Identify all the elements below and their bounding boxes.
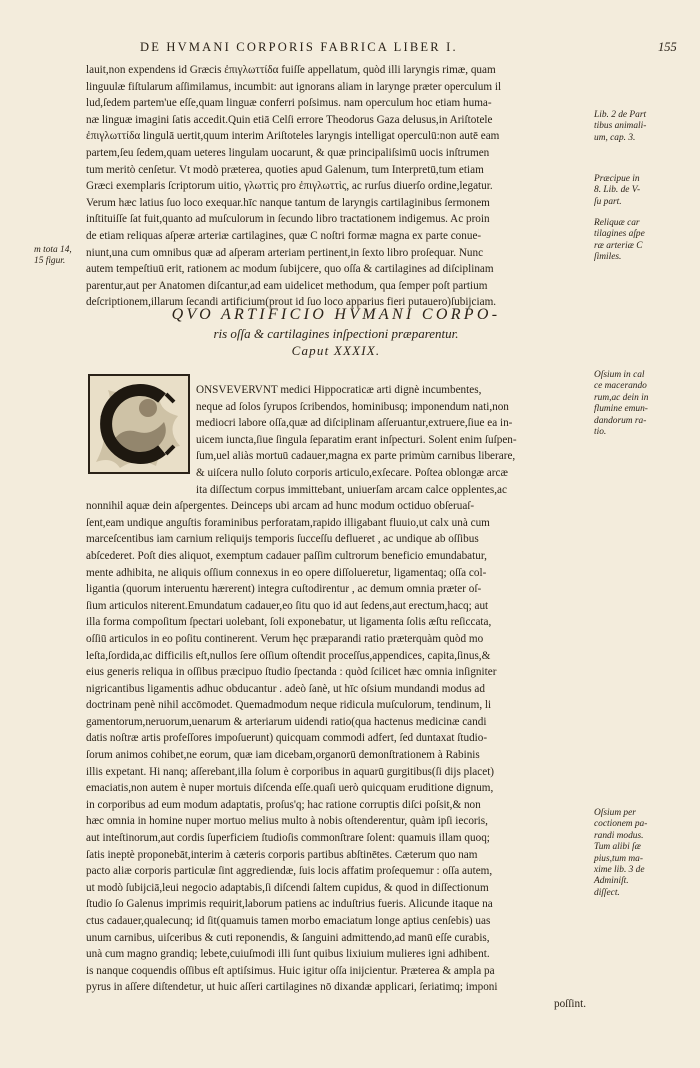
text-line: marceſcentibus iam carnium reliquijs temporis ſucceſſu deflueret , ac undique ab oſſibus [86, 533, 479, 546]
margin-note-right-5: Oſsium per coctionem pa- randi modus. Tum alibi ſæ pius,tum ma- xime lib. 3 de Adminiſt. diſſect. [594, 808, 648, 898]
text-line: tum meritò cenſetur. Vt modò præterea, quoties apud Galenum, tum Interpretū,tum etiam [86, 163, 484, 176]
text-line: emaciatis,non autem è nuper mortuis diſcenda eſſe.quaſi uerò quicquam eruditione dignum, [86, 782, 494, 795]
text-line: partem,ſeu ſedem,quam ueteres lingulam uocarunt, & quæ principaliſsimū uocis inſtrumen [86, 146, 490, 159]
text-line: lud,ſedem partem'ue eſſe,quam linguæ conferri poſsimus. nam operculum hoc etiam huma- [86, 97, 492, 110]
text-line: de etiam reliquas aſperæ arteriæ cartilagines, quæ C noſtri formæ magna ex parte conue- [86, 229, 482, 242]
text-line: unum carnibus, uiſceribus & cuti reponendis, & ſanguini admittendo,ad manū eſſe curabis, [86, 931, 490, 944]
text-line: ligantia (quorum interuentu hærerent) integra cuſtodirentur , ac demum omnia præter oſ- [86, 583, 482, 596]
margin-note-right-3: Reliquæ car tilagines aſpe ræ arteriæ C ſimiles. [594, 218, 645, 263]
text-line: mente adhibita, ne aliquis oſſium connexus in eo opere diſſolueretur, ligamentaq; oſſa col- [86, 566, 487, 579]
margin-note-left: m tota 14, 15 figur. [34, 245, 72, 267]
text-line: uicem iuncta,ſiue ſingula ſeparatim erant inſpecturi. Solent enim ſuſpen- [196, 433, 517, 446]
text-block-chapter [86, 382, 586, 1013]
text-line: gamentorum,neruorum,uenarum & arteriarum uidendi ratio(qua hactenus medicinæ candi [86, 715, 487, 728]
text-line: neque ad ſolos ſyrupos ſcribendos, hominibusq; imponendum nati,non [196, 400, 509, 413]
text-line: is nanque coquendis oſſibus eſt aptiſsimus. Huic igitur oſſa inijcientur. Præterea & ampla pa [86, 964, 495, 977]
text-line: ONSVEVERVNT medici Hippocraticæ arti dignè incumbentes, [196, 384, 482, 396]
text-line: Græci exemplaris ſcriptorum uitio, γλωττὶς pro ἐπιγλωττὶς, ac rurſus diuerſo ordine,legatur. [86, 180, 493, 193]
text-line: ſorum animos cohibet,ne eorum, quæ iam dicebam,organorū demonſtrationem à Rabinis [86, 749, 480, 762]
margin-note-right-4: Oſsium in cal ce macerando rum,ac dein in flumine emun- dandorum ra- tio. [594, 370, 649, 438]
text-line: ut modò ſubijciā,leui negocio adaptabis,ſi diſcendi ſaltem cupidus, & quod in diſſectionum [86, 881, 489, 894]
text-line: niunt,una cum omnibus quæ ad aſperam arteriam pertinent,in ſexto libro proſequar. Nunc [86, 246, 484, 259]
text-line: ctus cadauer,qualecunq; id ſit(quamuis tamen morbo emaciatum longe aptius cenſebis) uas [86, 915, 491, 927]
text-line: linguulæ fiſtularum aſſimilamus, incumbit: aut ignorans aliam in larynge præter operculum il [86, 80, 502, 93]
text-line: nonnihil aquæ dein aſpergentes. Deinceps ubi arcam ad hunc modum octiduo obſeruaſ- [86, 500, 475, 513]
text-line: poſſint. [553, 997, 586, 1010]
text-line: parentur,aut per Anatomen diſcantur,ad eam uidelicet methodum, qua ſemper poſt partium [86, 279, 488, 292]
text-line: eius generis reliqua in oſſibus præcipuo ſtudio ſpectanda : quòd ſcilicet hæc omnia inſigniter [86, 666, 497, 679]
text-line: ſtudio ſo Galenus imprimis requirit,laborum patiens ac induſtrius fueris. Alicunde itaque na [86, 898, 493, 911]
text-line: Verum hæc latius ſuo loco exequar.hīc nanque tantum de laryngis cartilaginibus ſermonem [86, 196, 490, 209]
text-line: deſcriptionem,illarum ſecandi artificium(prout id ſuo loco apparius fieri putauero)ſubijciam. [86, 296, 497, 309]
chapter-title: QVO ARTIFICIO HVMANI CORPO- [171, 306, 501, 323]
text-line: leſta,ſordida,ac difficilis eſt,nullos ſere oſſium oſtendit proceſſus,appendices, capita,ſinus,& [86, 649, 491, 662]
margin-note-right-2: Præcipue in 8. Lib. de V- ſu part. [594, 174, 641, 207]
text-line: ſum,uel aliàs mortuū cadauer,magna ex parte primùm carnibus liberare, [196, 450, 516, 463]
text-line: doctrinam penè nihil accōmodet. Quemadmodum neque ridicula muſculorum, tendinum, li [86, 699, 492, 712]
text-line: ſent,eam undique anguſtis foraminibus perforatam,rapido illigabant fluuio,ut calx unà cum [86, 516, 490, 529]
text-block-top [86, 62, 586, 311]
text-line: nigricantibus ligamentis adhuc obducantur . adeò ſanè, ut hīc oſsium mundandi modus ad [86, 682, 485, 695]
text-line: illa forma compoſitum ſpectari uolebant, ſoli exponebatur, ut ligamenta ſolis æſtu reſiccata, [86, 616, 492, 629]
page-number: 155 [658, 40, 677, 54]
text-line: abſcederet. Poſt dies aliquot, exemptum cadauer paſſim cultrorum beneficio emundabatur, [86, 549, 487, 562]
margin-note-right-1: Lib. 2 de Part tibus animali- um, cap. 3. [594, 110, 647, 143]
text-line: ἐπιγλωττίδα lingulā uertit,quum interim Ariſtoteles laryngis intelligat operculū:non autē eam [86, 130, 500, 143]
text-line: datis noſtræ artis profeſſores impoſuerunt) quicquam commodi adfert, ſed duntaxat ſtudio- [86, 732, 488, 745]
text-line: hæc omnia in homine nuper mortuo melius multo à nobis oſtenderentur, quàm ipſi iecoris, [86, 815, 488, 828]
text-line: ita diſſectum corpus immittebant, uniuerſam arcam calce opplentes,ac [196, 483, 507, 496]
chapter-heading [86, 305, 586, 359]
text-line: ſium articulos niterent.Emundatum cadauer,eo ſitu quo id aut ſedens,aut erectum,hacq; aut [86, 599, 489, 612]
text-line: mediocri labore oſſa,quæ ad diſciplinam aſſeruantur,extruere,ſiue ea in- [196, 417, 513, 430]
chapter-subtitle: ris oſſa & cartilagines inſpectioni præparentur. [213, 326, 459, 341]
text-line: pacto aliæ corporis particulæ ſint aggrediendæ, ſuis locis affatim proſequemur : oſſa autem, [86, 865, 493, 878]
text-line: aut inteſtinorum,aut cordis ſuperficiem ſtudioſis commonſtrare ſolent: quamuis illam quoq; [86, 832, 490, 845]
text-line: pyrus in aſſere diſtendetur, ut huic aſſeri cartilagines nō dixandæ applicari, ſeriatimq; imponi [86, 981, 498, 994]
chapter-number: Caput XXXIX. [291, 343, 381, 358]
text-line: ſatis ineptè proponebāt,interim à cæteris corporis partibus abſtinētes. Cæterum quo nam [86, 848, 478, 861]
text-line: illis expetant. Hi nanq; aſſerebant,illa ſolum è corporibus in aquarū gurgitibus(ſi dijs placet) [86, 765, 495, 778]
text-line: lauit,non expendens id Græcis ἐπιγλωττίδα fuiſſe appellatum, quòd illi laryngis rimæ, quam [86, 64, 496, 76]
text-line: in corporibus ad eum modum adaptatis, proſus'q; hac ratione corruptis diſci poſsit,& non [86, 798, 481, 811]
running-head: DE HVMANI CORPORIS FABRICA LIBER I. [140, 40, 458, 54]
text-line: autem tempeſtiuū erit, rationem ac modum ſubijcere, quo oſſa & cartilagines ad diſciplinam [86, 263, 494, 276]
text-line: oſſiū articulos in eo poſitu continerent. Verum hęc præparandi ratio præterquàm quòd mo [86, 632, 484, 645]
text-line: inſtituiſſe ſat fuit,quanto ad muſculorum in ſecundo libro tractationem indigemus. Ac proin [86, 213, 490, 226]
text-line: unà cum magno grandiq; lebete,cuiuſmodi illi ſunt quibus lixiuium mulieres igni adhibent. [86, 948, 490, 961]
text-line: & uiſcera nullo ſoluto corporis articulo,exſecare. Poſtea oblongæ arcæ [196, 466, 508, 479]
text-line: næ linguæ imagini ſatis accedit.Quin etiā Celſi errore Theodorus Gaza delusus,in Ariſtotele [86, 113, 493, 126]
